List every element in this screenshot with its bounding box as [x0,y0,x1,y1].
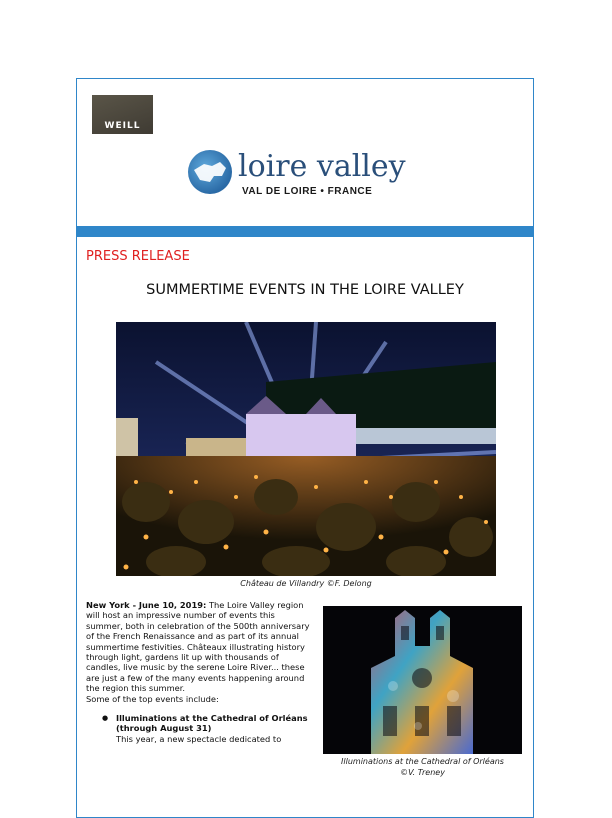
article-body [86,600,314,744]
cathedral-caption-line1: Illuminations at the Cathedral of Orléans [341,757,504,766]
press-release-label: PRESS RELEASE [86,249,190,264]
page-title: SUMMERTIME EVENTS IN THE LOIRE VALLEY [146,282,464,298]
event-description: This year, a new spectacle dedicated to [116,733,282,744]
dateline: New York - June 10, 2019: [86,600,207,610]
intro-text: The Loire Valley region will host an impressive number of events this summer, both in celebration of the 500th anniversary of the French Renaissance and as part of its annual summertime festivities. Châteaux illustrating history through light, gardens lit up with thousands of candles, live music by the serene Loire River... these are just a few of the many events happening around the region this summer. [86,600,310,694]
weill-logo-text: WEILL [104,121,141,131]
list-item [86,713,314,744]
event-title: ● Illuminations at the Cathedral of Orléans (through August 31) [116,713,308,734]
loire-logo-sub-text: VAL DE LOIRE • FRANCE [242,186,373,197]
hero-caption: Château de Villandry ©F. Delong [240,579,372,588]
loire-valley-logo [186,142,428,208]
event-list [86,713,314,744]
cathedral-image [323,606,522,754]
hero-image-villandry [116,322,496,576]
cathedral-caption-line2: ©V. Treney [400,767,445,777]
weill-logo [92,95,153,134]
cathedral-caption [323,757,522,778]
list-intro: Some of the top events include: [86,693,219,704]
loire-logo-main-text: loire valley [238,149,406,184]
intro-paragraph [86,600,314,694]
accent-bar [76,226,534,237]
